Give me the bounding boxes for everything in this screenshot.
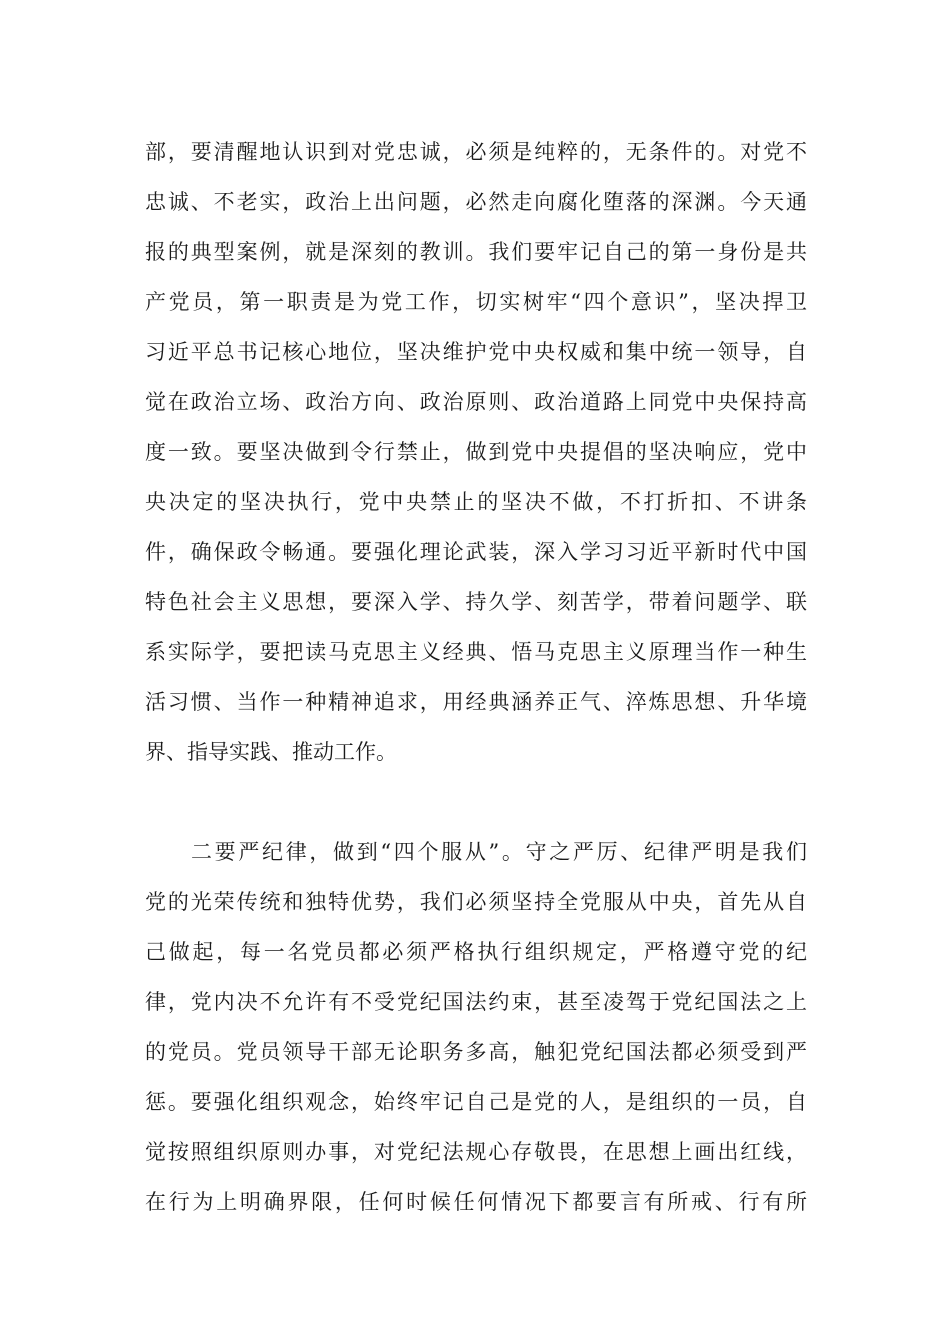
text-line: 觉在政治立场、政治方向、政治原则、政治道路上同党中央保持高 [145, 390, 807, 414]
text-line: 惩。要强化组织观念，始终牢记自己是党的人，是组织的一员，自 [145, 1090, 807, 1114]
text-line: 特色社会主义思想，要深入学、持久学、刻苦学，带着问题学、联 [145, 590, 807, 614]
text-line: 活习惯、当作一种精神追求，用经典涵养正气、淬炼思想、升华境 [145, 690, 807, 714]
text-line: 度一致。要坚决做到令行禁止，做到党中央提倡的坚决响应，党中 [145, 440, 807, 464]
text-line: 律，党内决不允许有不受党纪国法约束，甚至凌驾于党纪国法之上 [145, 990, 807, 1014]
text-line: 二要严纪律，做到“四个服从”。守之严厉、纪律严明是我们 [191, 840, 807, 864]
text-line: 部，要清醒地认识到对党忠诚，必须是纯粹的，无条件的。对党不 [145, 140, 807, 164]
text-line: 党的光荣传统和独特优势，我们必须坚持全党服从中央，首先从自 [145, 890, 807, 914]
text-line: 报的典型案例，就是深刻的教训。我们要牢记自己的第一身份是共 [145, 240, 807, 264]
text-line: 觉按照组织原则办事，对党纪法规心存敬畏，在思想上画出红线， [145, 1140, 807, 1164]
text-line: 己做起，每一名党员都必须严格执行组织规定，严格遵守党的纪 [145, 940, 807, 964]
text-line: 的党员。党员领导干部无论职务多高，触犯党纪国法都必须受到严 [145, 1040, 807, 1064]
text-line: 系实际学，要把读马克思主义经典、悟马克思主义原理当作一种生 [145, 640, 807, 664]
text-line: 产党员，第一职责是为党工作，切实树牢“四个意识”，坚决捍卫 [145, 290, 807, 314]
text-line: 忠诚、不老实，政治上出问题，必然走向腐化堕落的深渊。今天通 [145, 190, 807, 214]
text-line: 件，确保政令畅通。要强化理论武装，深入学习习近平新时代中国 [145, 540, 807, 564]
text-line: 界、指导实践、推动工作。 [145, 740, 397, 764]
text-line: 央决定的坚决执行，党中央禁止的坚决不做，不打折扣、不讲条 [145, 490, 807, 514]
text-line: 在行为上明确界限，任何时候任何情况下都要言有所戒、行有所 [145, 1190, 807, 1214]
text-line: 习近平总书记核心地位，坚决维护党中央权威和集中统一领导，自 [145, 340, 807, 364]
